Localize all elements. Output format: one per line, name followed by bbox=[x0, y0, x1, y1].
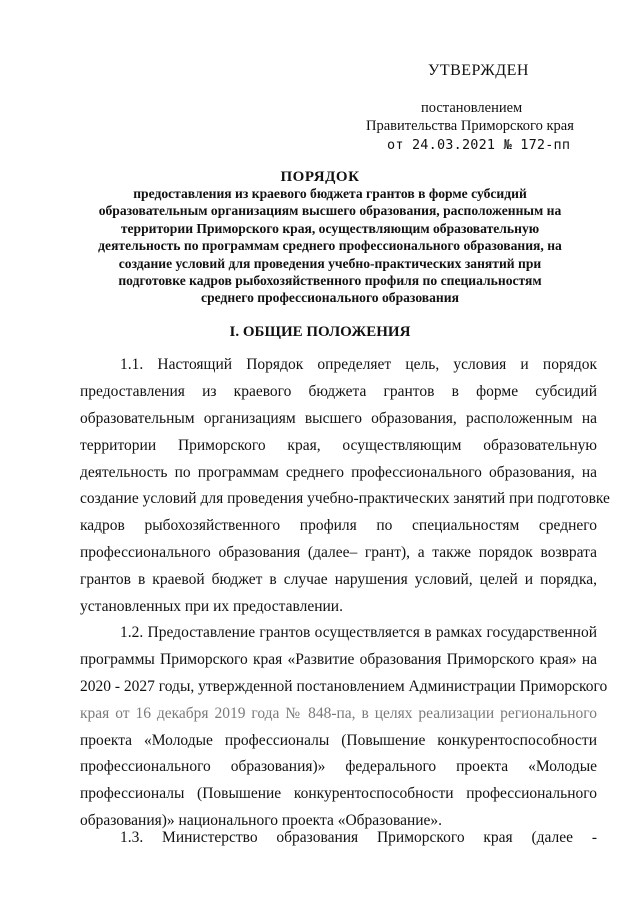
document-subtitle bbox=[60, 185, 600, 307]
paragraph-line: 2020 - 2027 годы, утвержденной постановлением Администрации Приморского bbox=[80, 677, 608, 695]
government-label: Правительства Приморского края bbox=[366, 118, 574, 134]
paragraph-line: предоставления из краевого бюджета грантов в форме субсидий bbox=[80, 382, 597, 400]
subtitle-line: среднего профессионального образования bbox=[201, 290, 459, 306]
paragraph-line: 1.2. Предоставление грантов осуществляется в рамках государственной bbox=[120, 624, 597, 641]
subtitle-line: образовательным организациям высшего образования, расположенным на bbox=[98, 203, 562, 219]
document-title: ПОРЯДОК bbox=[280, 169, 360, 185]
paragraph-line: кадров рыбохозяйственного профиля по специальностям среднего bbox=[80, 517, 597, 535]
paragraph-line: грантов в краевой бюджет в случае нарушения условий, целей и порядка, bbox=[80, 571, 597, 589]
paragraph-line: проекта «Молодые профессионалы (Повышение конкурентоспособности bbox=[80, 731, 597, 749]
paragraph-line: создание условий для проведения учебно-практических занятий при подготовке bbox=[80, 490, 610, 508]
paragraph-line: территории Приморского края, осуществляющим образовательную bbox=[80, 436, 597, 454]
approved-stamp: УТВЕРЖДЕН bbox=[428, 62, 529, 79]
subtitle-line: создание условий для проведения учебно-практических занятий при bbox=[118, 255, 542, 271]
paragraph-line: профессионального образования (далее– грант), а также порядок возврата bbox=[80, 544, 597, 562]
section-heading: I. ОБЩИЕ ПОЛОЖЕНИЯ bbox=[229, 324, 411, 340]
subtitle-line: деятельность по программам среднего профессионального образования, на bbox=[98, 238, 562, 254]
paragraph-line: установленных при их предоставлении. bbox=[80, 598, 343, 616]
subtitle-line: подготовке кадров рыбохозяйственного профиля по специальностям bbox=[118, 273, 542, 289]
paragraph-line: образовательным организациям высшего образования, расположенным на bbox=[80, 409, 597, 427]
subtitle-line: территории Приморского края, осуществляющим образовательную bbox=[120, 220, 540, 236]
paragraph-line: образования)» национального проекта «Образование». bbox=[80, 812, 443, 830]
paragraph-line: профессионального образования)» федерального проекта «Молодые bbox=[80, 758, 597, 776]
paragraph-line: деятельность по программам среднего профессионального образования, на bbox=[80, 463, 597, 481]
paragraph-line: 1.1. Настоящий Порядок определяет цель, условия и порядок bbox=[120, 356, 597, 373]
paragraph-1-1 bbox=[80, 352, 610, 621]
resolution-date-number: от 24.03.2021 № 172-пп bbox=[387, 137, 571, 153]
paragraph-1-2 bbox=[80, 620, 608, 835]
paragraph-line: края от 16 декабря 2019 года № 848-па, в целях реализации регионального bbox=[80, 704, 597, 722]
paragraph-1-3 bbox=[80, 825, 597, 852]
subtitle-line: предоставления из краевого бюджета грантов в форме субсидий bbox=[133, 186, 527, 201]
paragraph-line: 1.3. Министерство образования Приморского края (далее - bbox=[120, 829, 597, 846]
paragraph-line: программы Приморского края «Развитие образования Приморского края» на bbox=[80, 650, 597, 668]
resolution-label: постановлением bbox=[421, 100, 523, 116]
paragraph-line: профессионалы (Повышение конкурентоспособности профессионального bbox=[80, 785, 597, 803]
